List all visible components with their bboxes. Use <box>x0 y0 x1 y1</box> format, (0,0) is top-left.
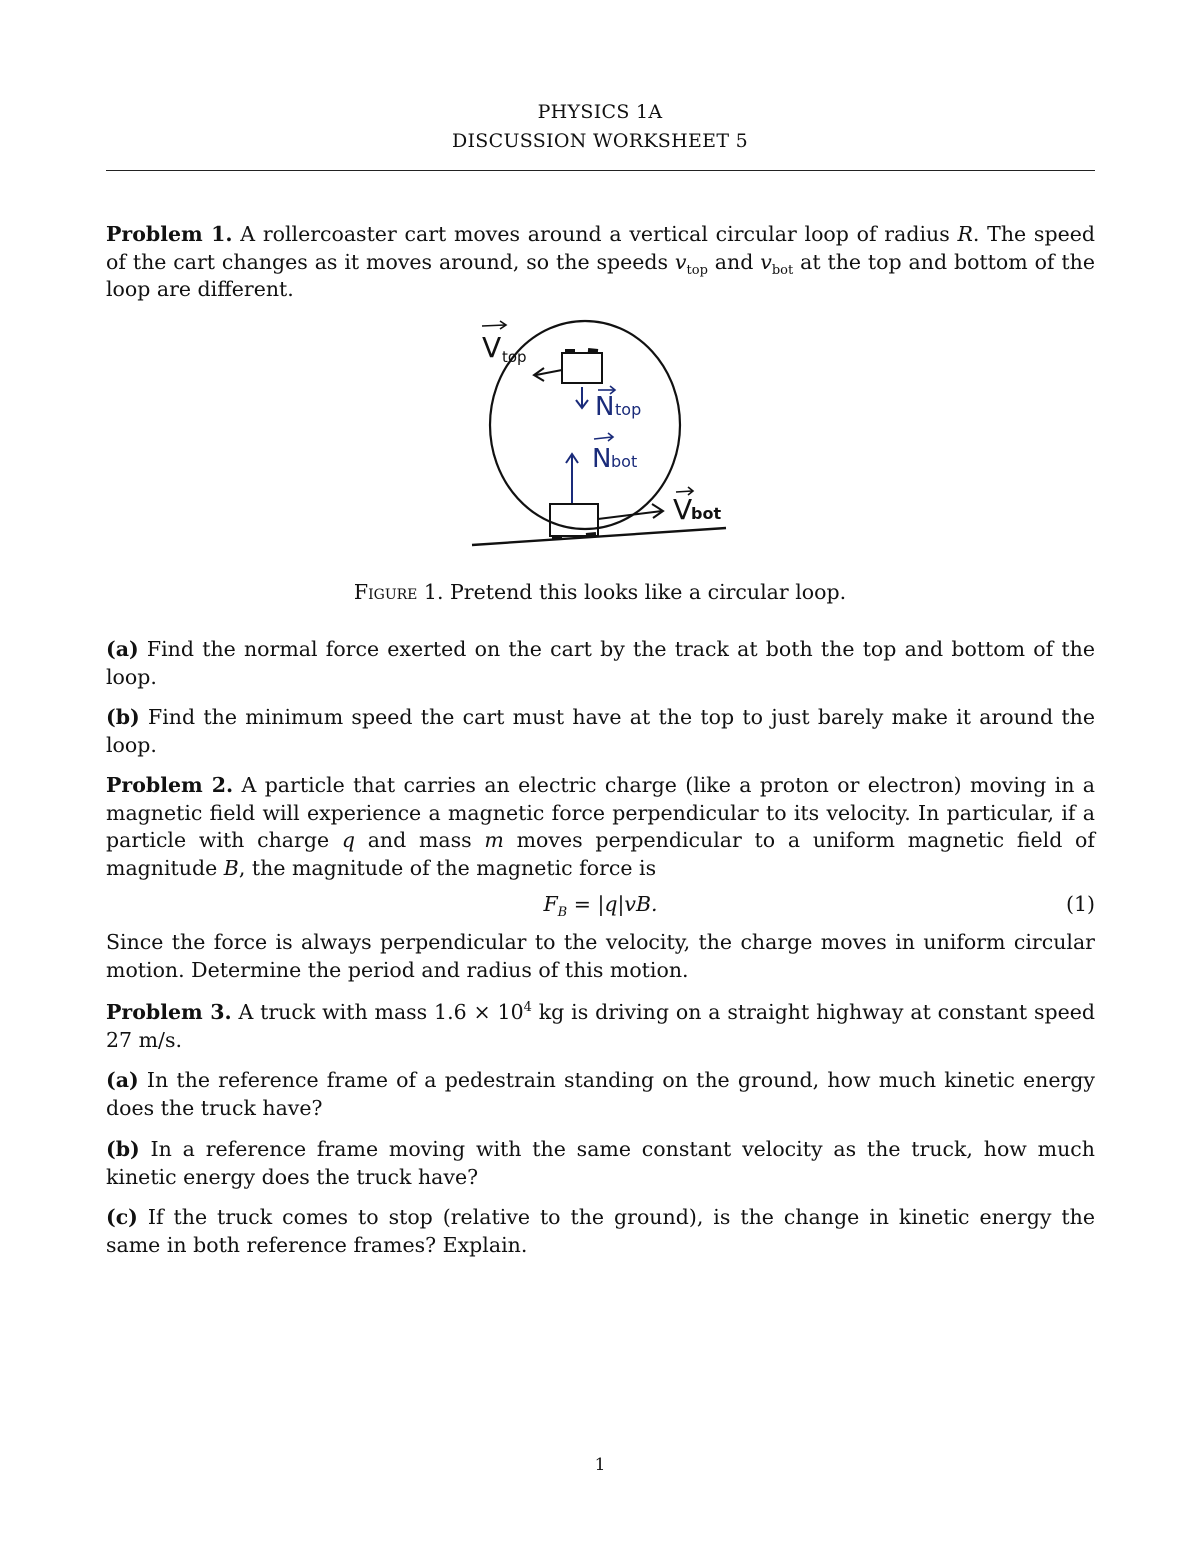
svg-text:N: N <box>595 392 615 422</box>
svg-text:bot: bot <box>611 452 638 471</box>
header-rule <box>106 170 1095 171</box>
label-ntop <box>595 386 641 422</box>
problem-1-statement: Problem 1. A rollercoaster cart moves around a vertical circular loop of radius R. The speed of the cart changes as it moves around, so the speeds $v_{top}$ and $v_{bot}$ at the top and bottom of the loop are different. <box>106 222 1095 301</box>
svg-text:V: V <box>482 331 502 364</box>
top-cart-wheel <box>588 350 598 351</box>
problem-3-statement: Problem 3. A truck with mass $1.6 \times 10^4$ kg is driving on a straight highway at constant speed 27 m/s. <box>106 1000 1095 1052</box>
svg-text:N: N <box>592 444 612 474</box>
worksheet-page: PHYSICS 1A DISCUSSION WORKSHEET 5 Problem 1. A rollercoaster cart moves around a vertical circular loop of radius R. The speed of the cart changes as it moves around, so the speeds $v_{top}$ and $v_{bot}$ at the top and bottom of the loop are different. V top N top N bot V bot Figure 1. Pretend this looks like a circular loop. (a) Find the normal force exerted on the cart by the track at both the top and bottom of the loop. (b) Find the minimum speed the cart must have at the top to just barely make it around the loop. Problem 2. A particle that carries an electric charge (like a proton or electron) moving in a magnetic field will experience a magnetic force perpendicular to its velocity. In particular, if a particle with charge q and mass m moves perpendicular to a uniform magnetic field of magnitude B, the magnitude of the magnetic force is $F_B = |q|vB$. (1) Since the force is always perpendicular to the velocity, the charge moves in uniform circular motion. Determine the period and radius of this motion. Problem 3. A truck with mass $1.6 \times 10^4$ kg is driving on a straight highway at constant speed 27 m/s. (a) In the reference frame of a pedestrain standing on the ground, how much kinetic energy does the truck have? (b) In a reference frame moving with the same constant velocity as the truck, how much kinetic energy does the truck have? (c) If the truck comes to stop (relative to the ground), is the change in kinetic energy the same in both reference frames? Explain. 1 <box>0 0 1200 1553</box>
problem-3-part-c: (c) If the truck comes to stop (relative to the ground), is the change in kinetic energy the same in both reference frames? Explain. <box>106 1205 1095 1257</box>
problem-3-part-a: (a) In the reference frame of a pedestrain standing on the ground, how much kinetic energy does the truck have? <box>106 1068 1095 1120</box>
svg-text:top: top <box>502 348 527 366</box>
bottom-cart <box>550 504 598 536</box>
figure-1-caption: Figure 1. Pretend this looks like a circular loop. <box>353 580 847 604</box>
equation-number: (1) <box>1065 892 1095 916</box>
figure-1-loop-diagram <box>460 315 740 555</box>
problem-3-part-b: (b) In a reference frame moving with the same constant velocity as the truck, how much kinetic energy does the truck have? <box>106 1137 1095 1189</box>
problem-2-label: Problem 2. <box>106 773 234 797</box>
problem-2-statement: Problem 2. A particle that carries an electric charge (like a proton or electron) moving in a magnetic field will experience a magnetic force perpendicular to its velocity. In particular, if a particle with charge q and mass m moves perpendicular to a uniform magnetic field of magnitude B, the magnitude of the magnetic force is <box>106 773 1095 880</box>
problem-1-part-b: (b) Find the minimum speed the cart must have at the top to just barely make it around the loop. <box>106 705 1095 757</box>
bottom-cart-wheel <box>586 534 596 535</box>
problem-1-part-a: (a) Find the normal force exerted on the cart by the track at both the top and bottom of the loop. <box>106 637 1095 689</box>
page-number: 1 <box>594 1455 606 1475</box>
svg-text:V: V <box>673 493 693 526</box>
top-cart <box>562 353 602 383</box>
worksheet-title: DISCUSSION WORKSHEET 5 <box>451 130 749 152</box>
problem-2-question: Since the force is always perpendicular to the velocity, the charge moves in uniform circular motion. Determine the period and radius of this motion. <box>106 930 1095 982</box>
problem-1-label: Problem 1. <box>106 222 233 246</box>
problem-3-label: Problem 3. <box>106 1000 232 1024</box>
course-title: PHYSICS 1A <box>537 101 663 123</box>
label-nbot <box>592 433 637 474</box>
label-vbot <box>673 487 721 526</box>
svg-text:bot: bot <box>691 504 722 523</box>
svg-text:top: top <box>615 400 642 419</box>
label-vtop <box>482 321 527 366</box>
